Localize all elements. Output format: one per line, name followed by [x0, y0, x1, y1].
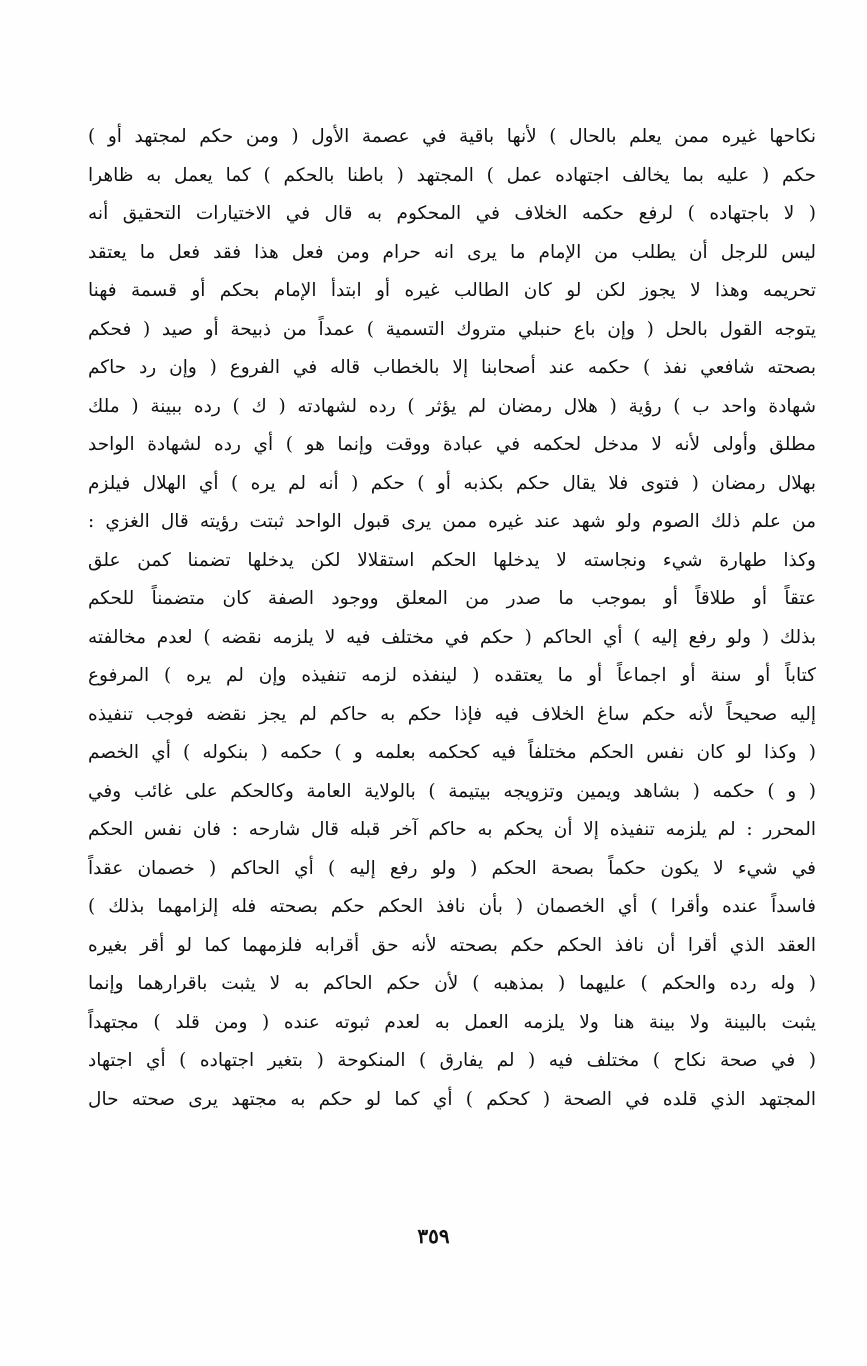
page-number: ٣٥٩ — [417, 1224, 450, 1248]
text-line: من علم ذلك الصوم ولو شهد عند غيره ممن يرى قبول الواحد ثبتت رؤيته قال الغزي : — [88, 511, 816, 532]
text-line: ( لا باجتهاده ) لرفع حكمه الخلاف في المحكوم به قال في الاختيارات التحقيق أنه — [88, 203, 816, 224]
text-line: عتقاً أو طلاقاً أو بموجب ما صدر من المعلق ووجود الصفة كان متضمناً للحكم — [88, 588, 816, 609]
text-line: ( وكذا لو كان نفس الحكم مختلفاً فيه كحكمه بعلمه و ) حكمه ( بنكوله ) أي الخصم — [88, 742, 816, 763]
text-line: يتوجه القول بالحل ( وإن باع حنبلي متروك التسمية ) عمداً من ذبيحة أو صيد ( فحكم — [88, 318, 816, 340]
text-line: العقد الذي أقرا أن نافذ الحكم حكم بصحته لأنه حق أقرابه فلزمهما كما لو أقر بغيره — [88, 934, 816, 956]
text-line: كتاباً أو سنة أو اجماعاً أو ما يعتقده ( لينفذه لزمه تنفيذه وإن لم يره ) المرفوع — [88, 665, 816, 686]
text-line: فاسداً عنده وأقرا ) أي الخصمان ( بأن نافذ الحكم حكم بصحته فله إلزامهما بذلك ) — [88, 896, 816, 917]
text-line: بصحته شافعي نفذ ) حكمه عند أصحابنا إلا بالخطاب قاله في الفروع ( وإن رد حاكم — [88, 357, 816, 378]
text-line: ( وله رده والحكم ) عليهما ( بمذهبه ) لأن حكم الحاكم به لا يثبت باقرارهما وإنما — [88, 973, 816, 994]
text-line: ( و ) حكمه ( بشاهد ويمين وتزويجه بيتيمة ) بالولاية العامة وكالحكم على غائب وفي — [88, 780, 816, 802]
text-line: بذلك ( ولو رفع إليه ) أي الحاكم ( حكم في مختلف فيه لا يلزمه نقضه ) لعدم مخالفته — [88, 626, 816, 648]
text-line: شهادة واحد ب ) رؤية ( هلال رمضان لم يؤثر ) رده لشهادته ( ك ) رده ببينة ( ملك — [88, 395, 816, 417]
text-line: بهلال رمضان ( فتوى فلا يقال حكم بكذبه أو ) حكم ( أنه لم يره ) أي الهلال فيلزم — [88, 472, 816, 494]
text-line: المجتهد الذي قلده في الصحة ( كحكم ) أي كما لو حكم به مجتهد يرى صحته حال — [88, 1088, 816, 1110]
text-line: المحرر : لم يلزمه تنفيذه إلا أن يحكم به حاكم آخر قبله قال شارحه : فان نفس الحكم — [88, 819, 816, 840]
text-line: حكم ( عليه بما يخالف اجتهاده عمل ) المجتهد ( باطنا بالحكم ) كما يعمل به ظاهرا — [88, 164, 816, 186]
text-line: ( في صحة نكاح ) مختلف فيه ( لم يفارق ) المنكوحة ( بتغير اجتهاده ) أي اجتهاد — [88, 1050, 816, 1071]
text-line: إليه صحيحاً لأنه حكم ساغ الخلاف فيه فإذا حكم به حاكم لم يجز نقضه فوجب تنفيذه — [88, 703, 816, 725]
text-line: نكاحها غيره ممن يعلم بالحال ) لأنها باقية في عصمة الأول ( ومن حكم لمجتهد أو ) — [88, 126, 816, 147]
text-line: يثبت بالبينة ولا بينة هنا ولا يلزمه العمل به لعدم ثبوته عنده ( ومن قلد ) مجتهداً — [88, 1011, 816, 1033]
text-line: مطلق وأولى لأنه لا مدخل لحكمه في عبادة ووقت وإنما هو ) أي رده لشهادة الواحد — [88, 434, 816, 455]
text-line: في شيء لا يكون حكماً بصحة الحكم ( ولو رفع إليه ) أي الحاكم ( خصمان عقداً — [88, 857, 816, 879]
text-line: ليس للرجل أن يطلب من الإمام ما يرى انه حرام ومن فعل هذا فقد فعل ما يعتقد — [88, 241, 816, 263]
text-line: تحريمه وهذا لا يجوز لكن لو كان الطالب غيره أو ابتدأ الإمام بحكم أو قسمة فهنا — [88, 280, 816, 301]
body-text — [88, 118, 816, 1119]
text-line: وكذا طهارة شيء ونجاسته لا يدخلها الحكم استقلالا لكن يدخلها تضمنا كمن علق — [88, 549, 816, 571]
